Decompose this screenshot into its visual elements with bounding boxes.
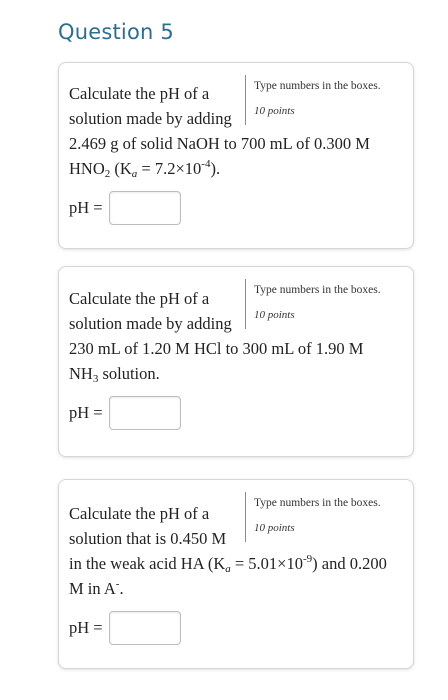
- question-line: Calculate the pH of a: [69, 504, 210, 523]
- ph-answer-input[interactable]: [109, 191, 181, 225]
- ph-answer-row: [69, 611, 181, 645]
- question-card-3: [58, 479, 414, 669]
- question-line: [69, 156, 370, 181]
- ph-label: pH =: [69, 403, 103, 422]
- superscript: -4: [201, 158, 211, 170]
- formula-text: = 7.2×10: [137, 159, 202, 178]
- question-card-1: [58, 62, 414, 249]
- question-line: 230 mL of 1.20 M HCl to 300 mL of 1.90 M: [69, 339, 364, 358]
- instructions-text: Type numbers in the boxes.: [254, 80, 381, 92]
- formula-text: ).: [210, 159, 221, 178]
- question-text: [69, 286, 363, 386]
- formula-text: NH: [69, 364, 93, 383]
- points-text: 10 points: [254, 105, 295, 117]
- points-text: 10 points: [254, 309, 295, 321]
- question-line: [69, 576, 387, 601]
- formula-text: .: [119, 579, 124, 598]
- question-line: solution made by adding: [69, 109, 232, 128]
- formula-text: HNO: [69, 159, 105, 178]
- question-line: 2.469 g of solid NaOH to 700 mL of 0.300 M: [69, 134, 370, 153]
- question-line: Calculate the pH of a: [69, 289, 210, 308]
- ph-answer-row: [69, 396, 181, 430]
- question-title: Question 5: [58, 20, 174, 44]
- formula-text: ) and 0.200: [312, 554, 387, 573]
- formula-text: (K: [110, 159, 132, 178]
- question-text: [69, 81, 370, 181]
- instructions-text: Type numbers in the boxes.: [254, 284, 381, 296]
- ph-label: pH =: [69, 198, 103, 217]
- question-line: solution made by adding: [69, 314, 232, 333]
- instructions-text: Type numbers in the boxes.: [254, 497, 381, 509]
- superscript: -: [115, 578, 120, 590]
- subscript: 3: [92, 373, 99, 385]
- formula-text: solution.: [98, 364, 160, 383]
- question-line: Calculate the pH of a: [69, 84, 210, 103]
- ph-label: pH =: [69, 618, 103, 637]
- formula-text: in the weak acid HA (K: [69, 554, 226, 573]
- subscript: a: [225, 563, 231, 575]
- points-text: 10 points: [254, 522, 295, 534]
- ph-answer-row: [69, 191, 181, 225]
- formula-text: M in A: [69, 579, 116, 598]
- question-card-2: [58, 266, 414, 457]
- question-text: [69, 501, 387, 601]
- formula-text: = 5.01×10: [230, 554, 303, 573]
- question-line: [69, 551, 387, 576]
- question-line: [69, 361, 363, 386]
- superscript: -9: [303, 553, 313, 565]
- subscript: a: [131, 168, 138, 180]
- ph-answer-input[interactable]: [109, 611, 181, 645]
- question-line: solution that is 0.450 M: [69, 529, 227, 548]
- ph-answer-input[interactable]: [109, 396, 181, 430]
- subscript: 2: [104, 168, 111, 180]
